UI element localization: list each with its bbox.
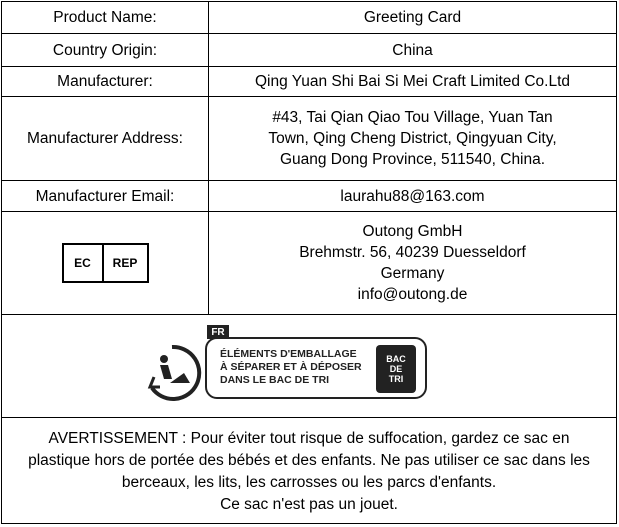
product-name-label: Product Name: [2, 2, 209, 33]
manufacturer-value: Qing Yuan Shi Bai Si Mei Craft Limited Co.Ltd [254, 73, 571, 90]
ec-rep-line: Brehmstr. 56, 40239 Duesseldorf [299, 244, 526, 261]
ec-label: EC [64, 245, 104, 281]
triman-text [220, 348, 362, 387]
rep-label: REP [112, 255, 138, 270]
ec-rep-symbol [62, 243, 149, 283]
bin-line: BAC [386, 354, 406, 364]
bin-line: DE [389, 364, 403, 374]
sorting-bin-icon [376, 345, 416, 393]
manufacturer-email-value: laurahu88@163.com [340, 187, 485, 205]
warning-line: Ce sac n'est pas un jouet. [220, 495, 398, 513]
triman-row [2, 315, 616, 418]
warning-line: berceaux, les lits, les carrosses ou les parcs d'enfants. [121, 473, 497, 491]
ec-rep-line: info@outong.de [357, 286, 468, 303]
product-info-table [1, 1, 617, 524]
warning-line: plastique hors de portée des bébés et des enfants. Ne pas utiliser ce sac dans les [28, 451, 590, 469]
manufacturer-address-value [209, 97, 616, 180]
table-row [2, 97, 616, 181]
warning-line: AVERTISSEMENT : Pour éviter tout risque de suffocation, gardez ce sac en [48, 429, 570, 447]
table-row [2, 212, 616, 315]
country-origin-label: Country Origin: [2, 34, 209, 66]
ec-rep-symbol-cell [2, 212, 209, 314]
ec-rep-address-value [209, 212, 616, 314]
address-line: #43, Tai Qian Qiao Tou Village, Yuan Tan [272, 109, 553, 126]
warning-row [2, 418, 616, 525]
suffocation-warning [2, 418, 616, 525]
table-row [2, 181, 616, 212]
table-row [2, 67, 616, 97]
bin-line: TRI [388, 374, 404, 384]
ec-rep-line: Germany [380, 265, 445, 282]
triman-line: ÉLÉMENTS D'EMBALLAGE [220, 348, 357, 360]
table-row [2, 34, 616, 67]
triman-line: DANS LE BAC DE TRI [220, 374, 330, 386]
manufacturer-email-label: Manufacturer Email: [2, 181, 209, 211]
table-row [2, 2, 616, 34]
manufacturer-address-label: Manufacturer Address: [2, 97, 209, 180]
address-line: Town, Qing Cheng District, Qingyuan City, [268, 130, 557, 147]
manufacturer-label: Manufacturer: [2, 67, 209, 96]
address-line: Guang Dong Province, 511540, China. [279, 151, 546, 168]
product-name-value: Greeting Card [363, 9, 462, 26]
ec-rep-line: Outong GmbH [362, 223, 463, 240]
triman-recycle-icon [142, 343, 202, 403]
triman-line: À SÉPARER ET À DÉPOSER [220, 361, 362, 373]
country-origin-value: China [392, 41, 433, 59]
fr-badge: FR [207, 325, 229, 339]
